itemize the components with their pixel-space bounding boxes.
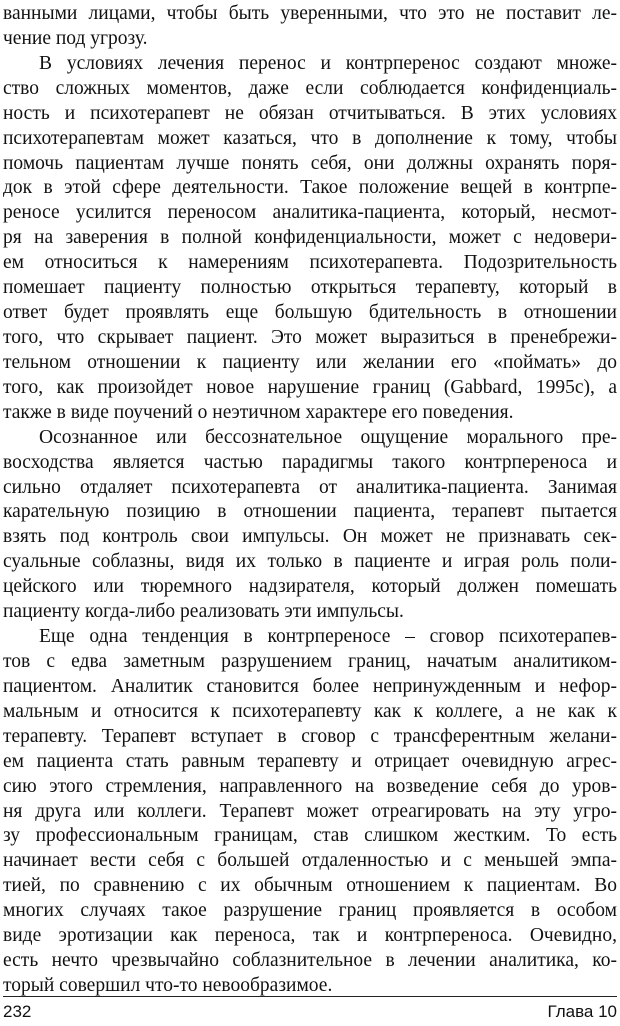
text-line: начинает вести себя с большей отдаленностью и с меньшей эмпа- [3,850,617,871]
page-number: 232 [3,1002,32,1021]
text-line: ответ будет проявлять еще большую бдительность в отношении [3,302,617,323]
text-line: многих случаях такое разрушение границ проявляется в особом [3,900,617,921]
text-line: ем относиться к намерениям психотерапевта. Подозрительность [3,252,617,273]
text-line: зу профессиональным границам, став слишком жестким. То есть [3,825,617,846]
footer-divider [3,996,617,997]
text-line: ство сложных моментов, даже если соблюдается конфиденциаль- [3,78,617,99]
text-line: реносе усилится переносом аналитика-пациента, который, несмот- [3,202,617,223]
text-line: того, как произойдет новое нарушение границ (Gabbard, 1995c), а [3,377,617,398]
text-line: сию этого стремления, направленного на возведение себя до уров- [3,776,617,797]
text-line: сильно отдаляет психотерапевта от аналитика-пациента. Занимая [3,477,617,498]
paragraph-first-line: Осознанное или бессознательное ощущение морального пре- [39,427,617,448]
text-line: пациентом. Аналитик становится более непринужденным и нефор- [3,676,617,697]
text-line: ем пациента стать равным терапевту и отрицает очевидную агрес- [3,751,617,772]
text-line: помешает пациенту полностью открыться терапевту, который в [3,277,617,298]
text-line: суальные соблазны, видя их только в пациенте и играя роль поли- [3,551,617,572]
text-line: док в этой сфере деятельности. Такое положение вещей в контрпе- [3,177,617,198]
text-line: пациенту когда-либо реализовать эти импульсы. [3,601,404,622]
text-line: ня друга или коллеги. Терапевт может отреагировать на эту угро- [3,801,617,822]
text-line: ность и психотерапевт не обязан отчитываться. В этих условиях [3,103,617,124]
chapter-label: Глава 10 [547,1002,617,1021]
text-line: ванными лицами, чтобы быть уверенными, что это не поставит ле- [3,3,617,24]
paragraph-first-line: В условиях лечения перенос и контрперенос создают множе- [39,53,617,74]
text-line: помочь пациентам лучше понять себя, они должны охранять поря- [3,153,617,174]
text-line: также в виде поучений о неэтичном характере его поведения. [3,402,514,423]
text-line: цейского или тюремного надзирателя, который должен помешать [3,576,617,597]
text-line: тельном отношении к пациенту или желании его «поймать» до [3,352,617,373]
paragraph-first-line: Еще одна тенденция в контрпереносе – сговор психотерапев- [39,626,617,647]
text-line: восходства является частью парадигмы такого контрпереноса и [3,452,617,473]
text-line: мальным и относится к психотерапевту как к коллеге, а не как к [3,701,617,722]
text-line: психотерапевтам может казаться, что в дополнение к тому, чтобы [3,128,617,149]
text-line: того, что скрывает пациент. Это может выразиться в пренебрежи- [3,327,617,348]
text-line: ря на заверения в полной конфиденциальности, может с недовери- [3,227,617,248]
text-line: виде эротизации как переноса, так и контрпереноса. Очевидно, [3,925,617,946]
text-line: есть нечто чрезвычайно соблазнительное в лечении аналитика, ко- [3,950,617,971]
text-line: терапевту. Терапевт вступает в сговор с трансферентным желани- [3,726,617,747]
text-line: взять под контроль свои импульсы. Он может не признавать сек- [3,526,617,547]
text-line: торый совершил что-то невообразимое. [3,975,333,996]
text-line: тов с едва заметным разрушением границ, начатым аналитиком- [3,651,617,672]
text-line: чение под угрозу. [3,28,148,49]
text-line: тией, по сравнению с их обычным отношением к пациентам. Во [3,875,617,896]
text-line: карательную позицию в отношении пациента, терапевт пытается [3,501,617,522]
